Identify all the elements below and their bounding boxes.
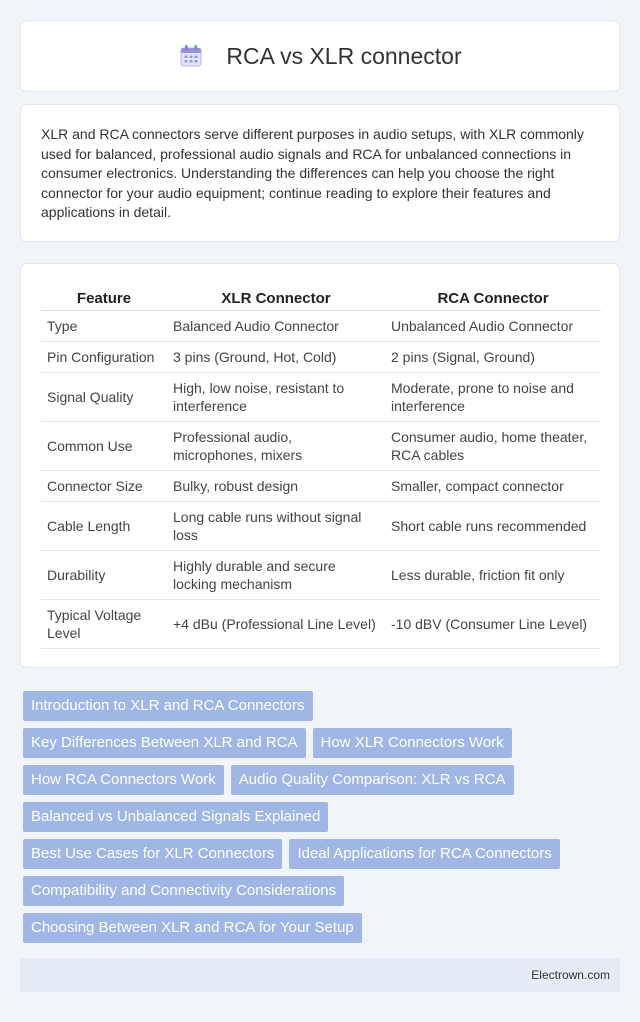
table-cell: Type: [41, 311, 167, 342]
table-cell: Bulky, robust design: [167, 471, 385, 502]
title-card: [20, 20, 620, 92]
table-cell: Signal Quality: [41, 373, 167, 422]
calendar-icon: [178, 43, 204, 69]
table-cell: 2 pins (Signal, Ground): [385, 342, 601, 373]
link-balanced-unbalanced[interactable]: Balanced vs Unbalanced Signals Explained: [23, 802, 328, 832]
footer-brand: Electrown.com: [531, 968, 610, 982]
table-cell: Connector Size: [41, 471, 167, 502]
table-row: [41, 373, 601, 422]
table-cell: Consumer audio, home theater, RCA cables: [385, 422, 601, 471]
table-header-row: [41, 284, 601, 311]
table-row: [41, 502, 601, 551]
link-choosing[interactable]: Choosing Between XLR and RCA for Your Setup: [23, 913, 362, 943]
table-cell: Cable Length: [41, 502, 167, 551]
link-key-differences[interactable]: Key Differences Between XLR and RCA: [23, 728, 306, 758]
table-cell: Smaller, compact connector: [385, 471, 601, 502]
table-row: [41, 600, 601, 649]
table-cell: 3 pins (Ground, Hot, Cold): [167, 342, 385, 373]
table-cell: -10 dBV (Consumer Line Level): [385, 600, 601, 649]
table-cell: Balanced Audio Connector: [167, 311, 385, 342]
comparison-table: [41, 284, 601, 649]
table-cell: Moderate, prone to noise and interference: [385, 373, 601, 422]
link-how-rca-works[interactable]: How RCA Connectors Work: [23, 765, 224, 795]
table-cell: Short cable runs recommended: [385, 502, 601, 551]
table-cell: Unbalanced Audio Connector: [385, 311, 601, 342]
link-rca-applications[interactable]: Ideal Applications for RCA Connectors: [289, 839, 559, 869]
link-introduction[interactable]: Introduction to XLR and RCA Connectors: [23, 691, 313, 721]
table-cell: Less durable, friction fit only: [385, 551, 601, 600]
table-cell: Typical Voltage Level: [41, 600, 167, 649]
table-cell: High, low noise, resistant to interference: [167, 373, 385, 422]
table-row: [41, 471, 601, 502]
header-rca: RCA Connector: [385, 284, 601, 311]
table-row: [41, 342, 601, 373]
intro-card: [20, 104, 620, 242]
header-feature: Feature: [41, 284, 167, 311]
page-title: [178, 43, 461, 70]
table-cell: Long cable runs without signal loss: [167, 502, 385, 551]
link-compatibility[interactable]: Compatibility and Connectivity Considerations: [23, 876, 344, 906]
table-cell: Durability: [41, 551, 167, 600]
table-cell: Highly durable and secure locking mechanism: [167, 551, 385, 600]
link-audio-quality[interactable]: Audio Quality Comparison: XLR vs RCA: [231, 765, 514, 795]
comparison-table-card: [20, 263, 620, 668]
header-xlr: XLR Connector: [167, 284, 385, 311]
link-xlr-use-cases[interactable]: Best Use Cases for XLR Connectors: [23, 839, 282, 869]
table-cell: +4 dBu (Professional Line Level): [167, 600, 385, 649]
intro-paragraph: XLR and RCA connectors serve different purposes in audio setups, with XLR commonly used for balanced, professional audio signals and RCA for unbalanced connections in consumer electronics. Understanding the differences can help you choose the right connector for your audio equipment; continue reading to explore their features and applications in detail.: [41, 126, 584, 220]
table-cell: Common Use: [41, 422, 167, 471]
table-cell: Pin Configuration: [41, 342, 167, 373]
table-row: [41, 551, 601, 600]
related-links: [23, 691, 623, 950]
table-row: [41, 311, 601, 342]
page-title-text: RCA vs XLR connector: [226, 42, 462, 69]
link-how-xlr-works[interactable]: How XLR Connectors Work: [313, 728, 512, 758]
table-cell: Professional audio, microphones, mixers: [167, 422, 385, 471]
footer: [20, 958, 620, 992]
table-row: [41, 422, 601, 471]
